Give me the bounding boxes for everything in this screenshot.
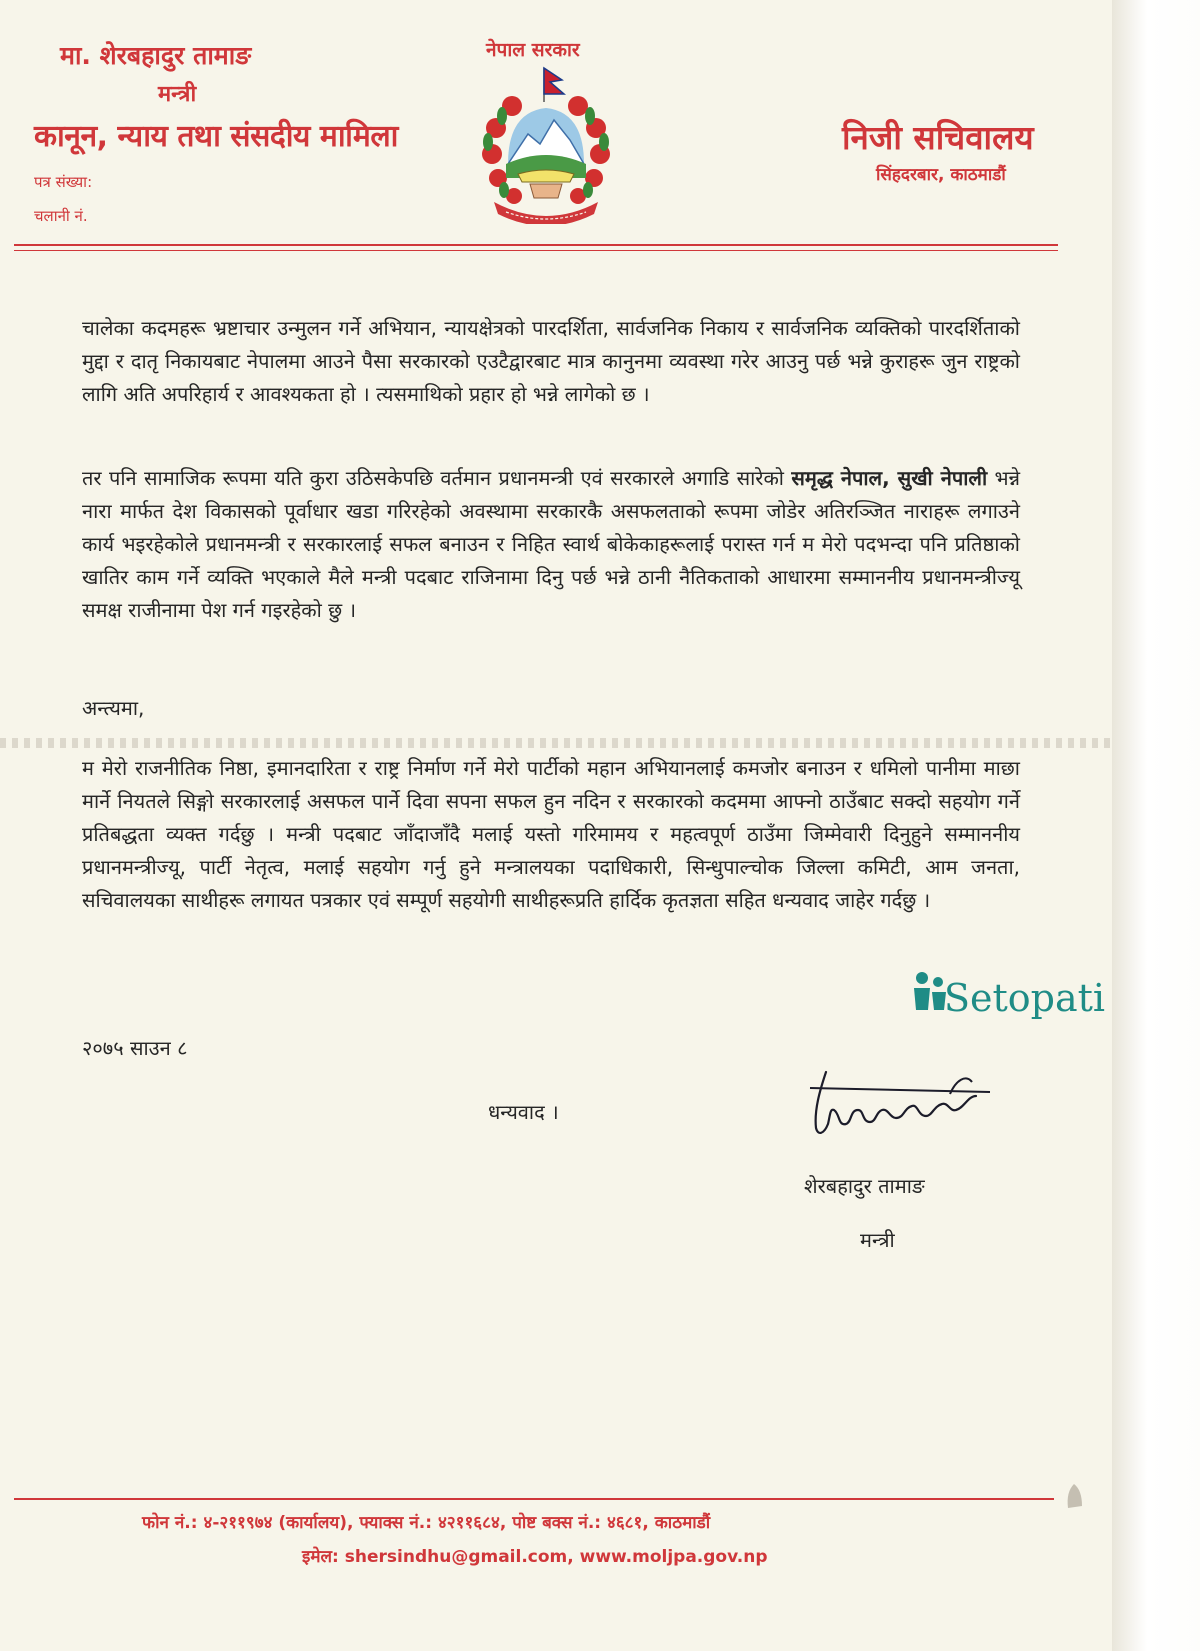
secretariat-address: सिंहदरबार, काठमाडौं <box>876 165 1006 185</box>
government-label: नेपाल सरकार <box>486 39 580 61</box>
letter-number-label: पत्र संख्या: <box>34 173 93 191</box>
handwritten-signature <box>800 1066 1010 1146</box>
paragraph-3: म मेरो राजनीतिक निष्ठा, इमानदारिता र राष्ट्र निर्माण गर्ने मेरो पार्टीको महान अभियानलाई कमजोर बनाउन र धमिलो पानीमा माछा मार्ने नियतले सिङ्गो सरकारलाई असफल पार्ने दिवा सपना सफल हुन नदिन र सरकारको कदममा आफ्नो ठाउँबाट सक्दो सहयोग गर्ने प्रतिबद्धता व्यक्त गर्दछु । मन्त्री पदबाट जाँदाजाँदै मलाई यस्तो गरिमामय र महत्वपूर्ण ठाउँमा जिम्मेवारी दिनुहुने सम्माननीय प्रधानमन्त्रीज्यू, पार्टी नेतृत्व, मलाई सहयोग गर्नु हुने मन्त्रालयका पदाधिकारी, सिन्धुपाल्चोक जिल्ला कमिटी, आम जनता, सचिवालयका साथीहरू लगायत पत्रकार एवं सम्पूर्ण सहयोगी साथीहरूप्रति हार्दिक कृतज्ञता सहित धन्यवाद जाहेर गर्दछु । <box>82 756 1020 912</box>
scan-dotted-line <box>0 738 1112 748</box>
scan-margin <box>1112 0 1200 1651</box>
paragraph-1: चालेका कदमहरू भ्रष्टाचार उन्मुलन गर्ने अभियान, न्यायक्षेत्रको पारदर्शिता, सार्वजनिक निकाय र सार्वजनिक व्यक्तिको पारदर्शिताको मुद्दा र दातृ निकायबाट नेपालमा आउने पैसा सरकारको एउटैद्वारबाट मात्र कानुनमा व्यवस्था गरेर आउनु पर्छ भन्ने कुराहरू जुन राष्ट्रको लागि अति अपरिहार्य र आवश्यकता हो । त्यसमाथिको प्रहार हो भन्ने लागेको छ । <box>82 316 1020 406</box>
letter-date: २०७५ साउन ८ <box>82 1036 188 1060</box>
ink-smudge-icon <box>1064 1480 1086 1510</box>
minister-name: मा. शेरबहादुर तामाङ <box>60 41 252 70</box>
secretariat-title: निजी सचिवालय <box>842 118 1034 157</box>
nepal-emblem-icon <box>466 62 626 224</box>
header-divider <box>14 244 1058 246</box>
dispatch-number-label: चलानी नं. <box>34 207 88 225</box>
closing-label: अन्त्यमा, <box>82 696 145 720</box>
slogan: समृद्ध नेपाल, सुखी नेपाली <box>791 466 988 490</box>
footer-divider <box>14 1498 1054 1500</box>
setopati-watermark <box>904 976 1105 1020</box>
footer-email: इमेल: shersindhu@gmail.com, www.moljpa.gov.np <box>302 1547 768 1567</box>
paragraph-2-end: भन्ने नारा मार्फत देश विकासको पूर्वाधार खडा गरिरहेको अवस्थामा सरकारकै असफलताको रूपमा जोडेर अतिरञ्जित नाराहरू लगाउने कार्य भइरहेकोले प्रधानमन्त्री र सरकारलाई सफल बनाउन र निहित स्वार्थ बोकेकाहरूलाई परास्त गर्न म मेरो पदभन्दा पनि प्रतिष्ठाको खातिर काम गर्ने व्यक्ति भएकाले मैले मन्त्री पदबाट राजिनामा दिनु पर्छ भन्ने ठानी नैतिकताको आधारमा सम्माननीय प्रधानमन्त्रीज्यू समक्ष राजीनामा पेश गर्न गइरहेको छु । <box>82 466 1021 622</box>
signer-role: मन्त्री <box>860 1228 895 1252</box>
setopati-watermark-text: Setopati <box>944 976 1106 1020</box>
paragraph-2-start: तर पनि सामाजिक रूपमा यति कुरा उठिसकेपछि वर्तमान प्रधानमन्त्री एवं सरकारले अगाडि सारेको <box>82 466 784 490</box>
thanks-text: धन्यवाद । <box>488 1100 559 1124</box>
signer-name: शेरबहादुर तामाङ <box>804 1174 925 1198</box>
footer-contact: फोन नं.: ४-२११९७४ (कार्यालय), फ्याक्स नं.: ४२११६८४, पोष्ट बक्स नं.: ४६८१, काठमाडौं <box>142 1513 711 1533</box>
header-divider-thin <box>14 250 1058 251</box>
paragraph-2 <box>82 462 1020 627</box>
ministry-name: कानून, न्याय तथा संसदीय मामिला <box>34 119 398 154</box>
minister-role: मन्त्री <box>158 82 197 107</box>
